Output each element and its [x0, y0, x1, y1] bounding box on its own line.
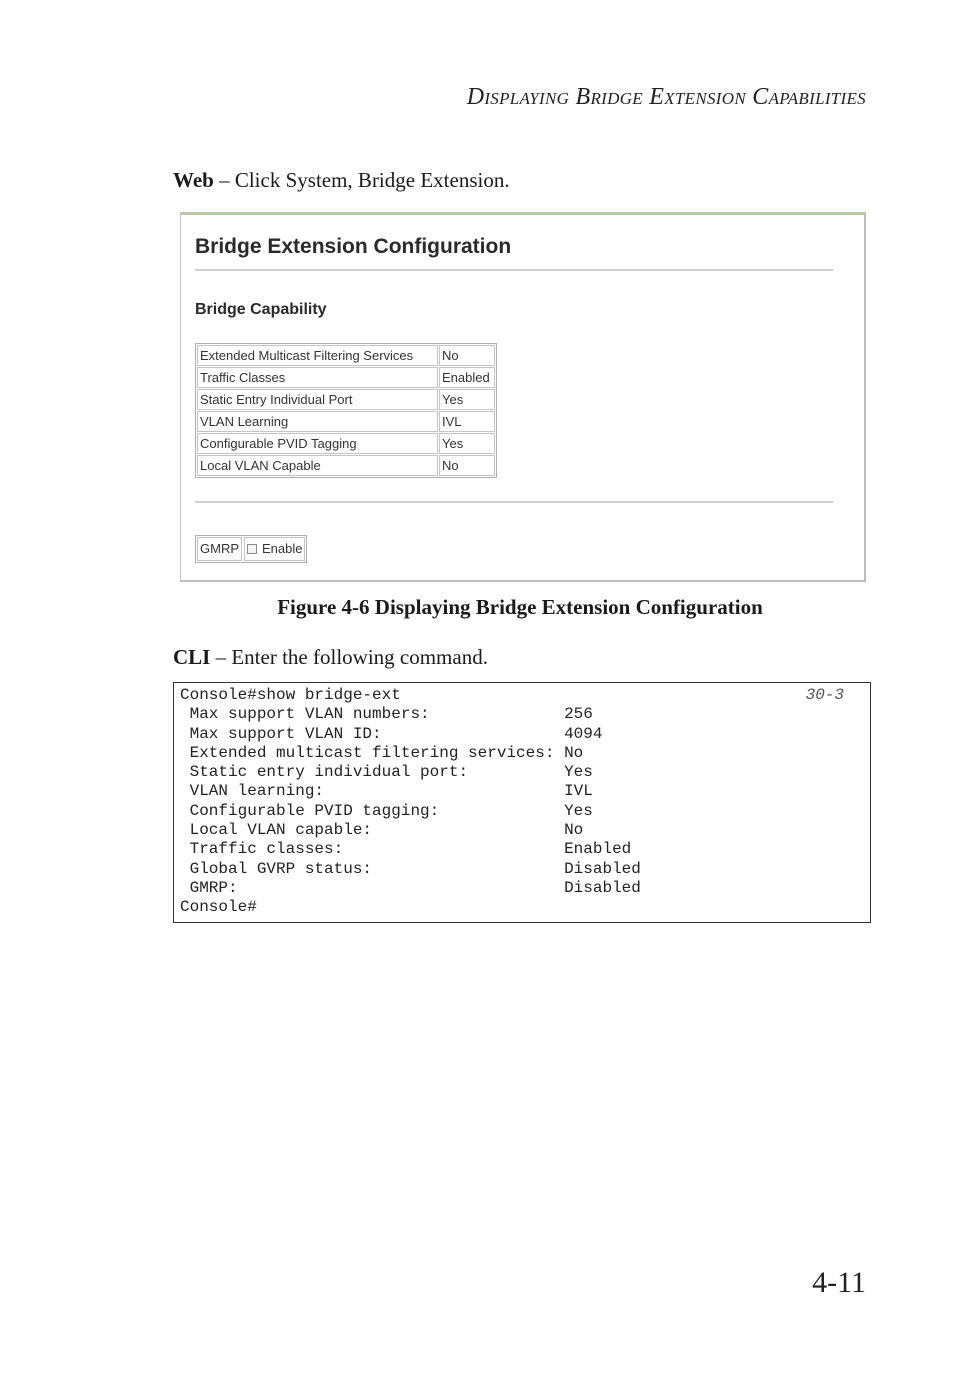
- cli-line: Console#show bridge-ext: [180, 686, 401, 704]
- cli-line: Static entry individual port: Yes: [180, 763, 593, 782]
- capability-value: No: [439, 345, 495, 366]
- web-screenshot: [180, 212, 866, 582]
- cli-line: Extended multicast filtering services: No: [180, 743, 584, 762]
- table-row: [197, 389, 495, 410]
- gmrp-enable-label: Enable: [262, 541, 303, 556]
- web-label: Web: [173, 168, 214, 192]
- cli-lines: [180, 686, 641, 918]
- web-text: – Click System, Bridge Extension.: [213, 168, 510, 192]
- running-head: Displaying Bridge Extension Capabilities: [466, 84, 866, 110]
- capability-key: Traffic Classes: [197, 367, 438, 388]
- capability-value: Yes: [439, 389, 495, 410]
- capability-key: Extended Multicast Filtering Services: [197, 345, 438, 366]
- cli-line: Max support VLAN ID: 4094: [180, 724, 603, 743]
- page-number: 4-11: [812, 1266, 866, 1299]
- table-row: [197, 411, 495, 432]
- cli-line: Max support VLAN numbers: 256: [180, 705, 593, 724]
- figure-caption: Figure 4-6 Displaying Bridge Extension Configuration: [277, 595, 763, 619]
- title-divider: [195, 269, 833, 271]
- table-row: [197, 367, 495, 388]
- capability-key: Local VLAN Capable: [197, 455, 438, 476]
- capability-key: Static Entry Individual Port: [197, 389, 438, 410]
- cli-line: VLAN learning: IVL: [180, 782, 593, 801]
- cli-line: Configurable PVID tagging: Yes: [180, 801, 593, 820]
- table-row: [197, 455, 495, 476]
- table-row: [197, 433, 495, 454]
- capability-value: IVL: [439, 411, 495, 432]
- cli-reference: 30-3: [805, 686, 844, 704]
- capability-value: No: [439, 455, 495, 476]
- gmrp-label: GMRP: [197, 537, 242, 561]
- web-instruction: [173, 168, 510, 193]
- cli-output-box: [173, 682, 871, 923]
- capability-key: VLAN Learning: [197, 411, 438, 432]
- gmrp-control: [195, 535, 307, 563]
- capability-table: [195, 343, 497, 478]
- cli-label: CLI: [173, 645, 211, 669]
- capability-value: Enabled: [439, 367, 495, 388]
- cli-line: Console#: [180, 898, 257, 917]
- gmrp-enable-checkbox[interactable]: [247, 544, 257, 554]
- capability-value: Yes: [439, 433, 495, 454]
- cli-text: – Enter the following command.: [210, 645, 488, 669]
- cli-line: GMRP: Disabled: [180, 878, 641, 897]
- capability-key: Configurable PVID Tagging: [197, 433, 438, 454]
- cli-line: Traffic classes: Enabled: [180, 840, 632, 859]
- cli-line: Global GVRP status: Disabled: [180, 859, 641, 878]
- cli-instruction: [173, 645, 488, 670]
- form-divider: [195, 501, 833, 503]
- screenshot-title: Bridge Extension Configuration: [195, 235, 512, 258]
- table-row: [197, 345, 495, 366]
- screenshot-subtitle: Bridge Capability: [195, 301, 327, 318]
- gmrp-enable-cell[interactable]: [244, 537, 305, 561]
- cli-line: Local VLAN capable: No: [180, 821, 584, 840]
